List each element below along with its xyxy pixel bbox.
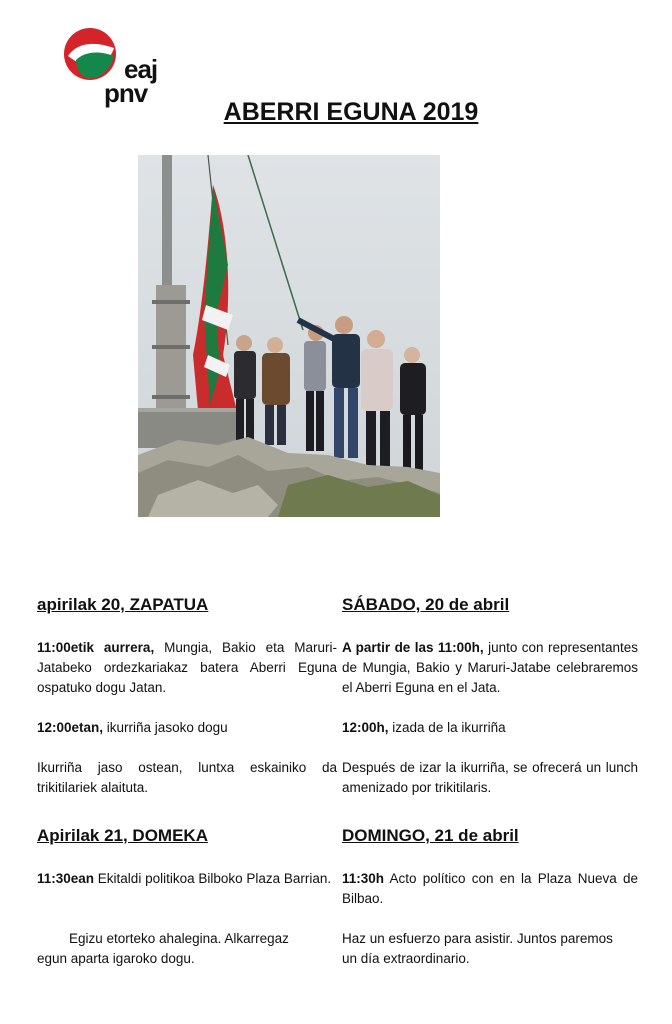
saturday-morning-text-eu: [37, 638, 337, 698]
political-event-text-eu: [37, 869, 337, 889]
lunch-text-eu: Ikurriña jaso ostean, luntxa eskainiko da trikitilariek alaituta.: [37, 760, 337, 795]
flag-raising-photo: [138, 155, 440, 517]
time-label: 11:30h: [342, 871, 385, 886]
sunday-heading-es: DOMINGO, 21 de abril: [342, 826, 519, 845]
saturday-heading-eu: apirilak 20, ZAPATUA: [37, 595, 209, 614]
time-label: 12:00etan,: [37, 720, 104, 735]
sunday-heading-eu: Apirilak 21, DOMEKA: [37, 826, 208, 845]
paragraph-text: junto con representantes de Mungia, Bakio y Maruri-Jatabe celebraremos el Aberri Eguna en el Jata.: [342, 640, 638, 695]
time-label: A partir de las 11:00h,: [342, 640, 484, 655]
flag-raising-text-es: [342, 718, 638, 738]
closing-text-eu: Egizu etorteko ahalegina. Alkarregaz egun aparta igaroko dogu.: [37, 931, 289, 966]
paragraph-text: Acto político con en la Plaza Nueva de Bilbao.: [342, 871, 638, 906]
saturday-morning-text-es: [342, 638, 638, 698]
page-title: ABERRI EGUNA 2019: [223, 98, 479, 126]
logo-text-eaj: eaj: [124, 54, 158, 84]
party-emblem-icon: [62, 26, 122, 86]
closing-text-es: Haz un esfuerzo para asistir. Juntos paremos un día extraordinario.: [342, 931, 613, 966]
saturday-heading-es: SÁBADO, 20 de abril: [342, 595, 510, 614]
paragraph-text: ikurriña jasoko dogu: [103, 720, 228, 735]
time-label: 11:30ean: [37, 871, 95, 886]
lunch-text-es: Después de izar la ikurriña, se ofrecerá un lunch amenizado por trikitilaris.: [342, 760, 638, 795]
flag-raising-text-eu: [37, 718, 337, 738]
political-event-text-es: [342, 869, 638, 909]
logo-text-pnv: pnv: [104, 78, 148, 108]
paragraph-text: izada de la ikurriña: [388, 720, 506, 735]
paragraph-text: Mungia, Bakio eta Maruri-Jatabeko ordezkariakaz batera Aberri Eguna ospatuko dogu Jatan.: [37, 640, 337, 695]
paragraph-text: Ekitaldi politikoa Bilboko Plaza Barrian.: [94, 871, 332, 886]
time-label: 11:00etik aurrera,: [37, 640, 155, 655]
time-label: 12:00h,: [342, 720, 389, 735]
